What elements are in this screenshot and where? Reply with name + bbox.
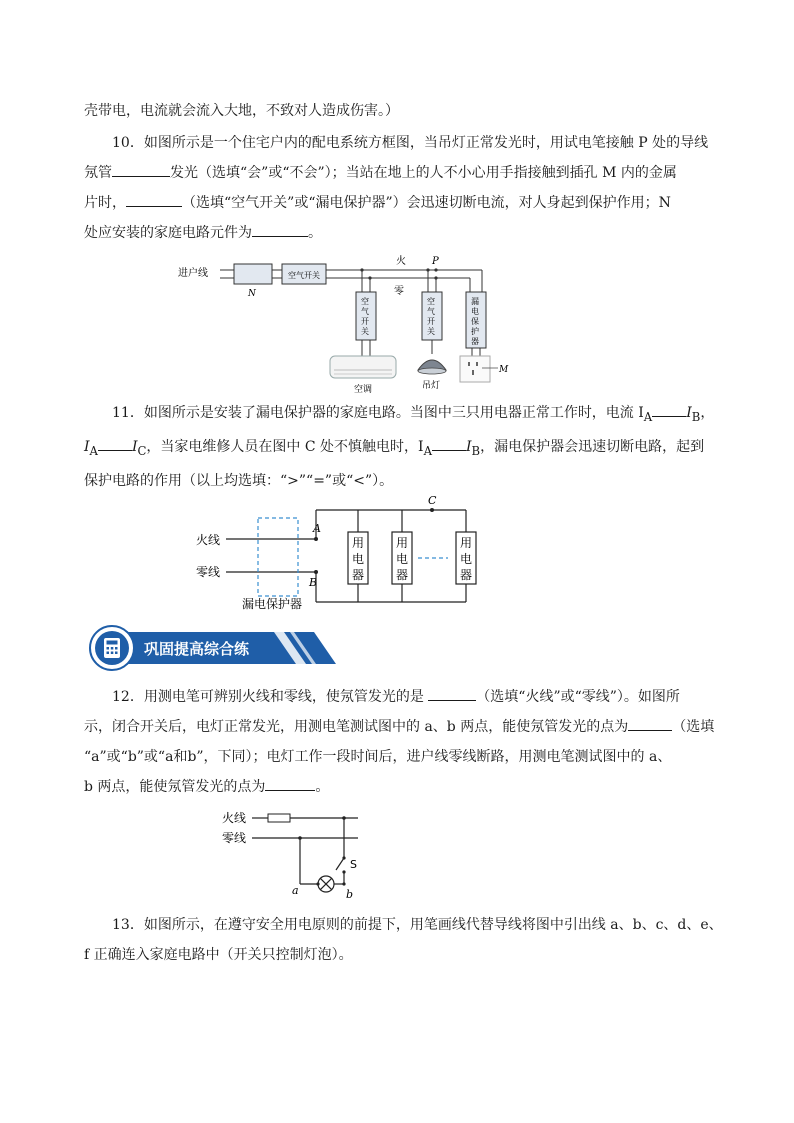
point-c-label: C bbox=[428, 494, 437, 507]
q11-text: I bbox=[465, 438, 472, 455]
calculator-icon bbox=[104, 638, 120, 658]
q11-sub: B bbox=[471, 443, 481, 458]
breaker-char: 气 bbox=[361, 307, 369, 316]
pendant-lamp-label: 吊灯 bbox=[422, 381, 441, 391]
appliance-char: 器 bbox=[460, 568, 473, 582]
question-13 bbox=[84, 910, 723, 970]
neutral-wire-label: 零线 bbox=[222, 831, 247, 845]
q10-line-4 bbox=[84, 218, 710, 248]
breaker-char: 气 bbox=[427, 307, 435, 316]
q12-line-4 bbox=[84, 772, 710, 802]
q11-text: I bbox=[686, 405, 692, 421]
q13-line-2: f 正确连入家庭电路中（开关只控制灯泡）。 bbox=[84, 947, 353, 963]
q12-line-1 bbox=[84, 682, 710, 712]
q10-text: 氖管 bbox=[84, 165, 112, 181]
appliance-char: 用 bbox=[352, 536, 365, 550]
appliance-char: 用 bbox=[396, 536, 409, 550]
q11-sub: A bbox=[643, 409, 653, 424]
q10-text: 发光（选填“会”或“不会”）；当站在地上的人不小心用手指接触到插孔 M 内的金属 bbox=[170, 165, 677, 181]
section-banner bbox=[88, 624, 338, 672]
breaker-char: 开 bbox=[427, 317, 435, 326]
breaker-char: 开 bbox=[361, 317, 369, 326]
answer-blank[interactable] bbox=[628, 714, 672, 731]
q11-text: ，漏电保护器会迅速切断电路，起到 bbox=[480, 438, 705, 455]
rcd-char: 漏 bbox=[471, 297, 479, 306]
answer-blank[interactable] bbox=[432, 434, 466, 451]
rcd-label: 漏电保护器 bbox=[242, 597, 303, 611]
live-wire-label: 火线 bbox=[222, 811, 247, 825]
breaker-char: 关 bbox=[361, 327, 369, 336]
neutral-wire-label: 零线 bbox=[196, 565, 221, 579]
q11-sub: A bbox=[89, 443, 98, 458]
q11-line-2 bbox=[84, 432, 710, 466]
answer-blank[interactable] bbox=[428, 684, 476, 701]
air-conditioner-label: 空调 bbox=[354, 385, 373, 394]
q11-text: I bbox=[131, 438, 138, 455]
main-air-switch-label: 空气开关 bbox=[288, 271, 320, 280]
rcd-char: 电 bbox=[471, 307, 479, 316]
m-label: M bbox=[499, 365, 509, 375]
breaker-char: 关 bbox=[427, 327, 435, 336]
q11-text: I bbox=[84, 438, 90, 455]
q12-text: 12．用测电笔可辨别火线和零线，使氖管发光的是 bbox=[112, 689, 424, 705]
appliance-char: 电 bbox=[396, 552, 409, 566]
question-11 bbox=[84, 398, 715, 496]
q12-line-3: “a”或“b”或“a和b”，下同）；电灯工作一段时间后，进户线零线断路，用测电笔测试图中的 a、 bbox=[84, 749, 672, 765]
q11-sub: C bbox=[137, 443, 147, 458]
lamp-switch-circuit bbox=[222, 808, 372, 902]
q10-text: 处应安装的家庭电路元件为 bbox=[84, 225, 252, 241]
breaker-char: 空 bbox=[361, 297, 369, 306]
q12-text: b 两点，能使氖管发光的点为 bbox=[84, 779, 266, 795]
point-a-label: a bbox=[292, 884, 299, 897]
answer-blank[interactable] bbox=[265, 774, 315, 791]
switch-label: S bbox=[350, 858, 357, 871]
breaker-char: 空 bbox=[427, 297, 435, 306]
live-label: 火 bbox=[396, 256, 406, 267]
q11-line-1 bbox=[84, 398, 715, 432]
q10-line-3 bbox=[84, 188, 710, 218]
intro-paragraph bbox=[84, 96, 710, 126]
socket-icon bbox=[460, 356, 490, 382]
q13-line-1: 13．如图所示，在遵守安全用电原则的前提下，用笔画线代替导线将图中引出线 a、b、c、d、e、 bbox=[112, 917, 723, 933]
appliance-char: 电 bbox=[352, 552, 365, 566]
q11-line-3: 保护电路的作用（以上均选填：“>”“=”或“<”）。 bbox=[84, 472, 394, 489]
fuse bbox=[268, 814, 290, 822]
answer-blank[interactable] bbox=[98, 434, 132, 451]
meter-box-n bbox=[234, 264, 272, 284]
q11-sub: A bbox=[423, 443, 432, 458]
section-title: 巩固提高综合练 bbox=[144, 640, 250, 658]
q12-line-2 bbox=[84, 712, 715, 742]
rcd-char: 保 bbox=[471, 317, 479, 326]
q10-line-1: 10．如图所示是一个住宅户内的配电系统方框图，当吊灯正常发光时，用试电笔接触 P 处的导线 bbox=[112, 135, 709, 151]
appliance-char: 电 bbox=[460, 552, 473, 566]
point-b-label: B bbox=[309, 576, 318, 589]
appliance-char: 器 bbox=[396, 568, 409, 582]
lamp-icon bbox=[318, 876, 334, 892]
q12-text: （选填“火线”或“零线”）。如图所 bbox=[476, 689, 680, 705]
question-12 bbox=[84, 682, 715, 802]
q11-text: ，当家电维修人员在图中 C 处不慎触电时，I bbox=[146, 438, 424, 455]
q12-text: 。 bbox=[315, 779, 330, 795]
answer-blank[interactable] bbox=[252, 220, 308, 237]
q10-text: （选填“空气开关”或“漏电保护器”）会迅速切断电流，对人身起到保护作用；N bbox=[182, 195, 671, 211]
appliance-char: 器 bbox=[352, 568, 365, 582]
question-10 bbox=[84, 128, 710, 248]
point-a-label: A bbox=[313, 522, 321, 535]
air-conditioner-icon bbox=[330, 356, 396, 378]
q11-sub: B bbox=[691, 409, 701, 424]
n-label: N bbox=[248, 289, 256, 299]
q12-text: 示，闭合开关后，电灯正常发光，用测电笔测试图中的 a、b 两点，能使氖管发光的点为 bbox=[84, 719, 629, 735]
point-b-label: b bbox=[346, 888, 354, 901]
rcd-dashed-box bbox=[258, 518, 298, 596]
appliance-char: 用 bbox=[460, 536, 473, 550]
incoming-line-label: 进户线 bbox=[178, 268, 208, 279]
neutral-label: 零 bbox=[394, 286, 404, 297]
answer-blank[interactable] bbox=[652, 400, 686, 417]
q10-text: 。 bbox=[308, 225, 322, 241]
switch-s bbox=[336, 858, 344, 870]
q11-text: 11．如图所示是安装了漏电保护器的家庭电路。当图中三只用电器正常工作时，电流 I bbox=[112, 405, 644, 421]
live-wire-label: 火线 bbox=[196, 533, 221, 547]
answer-blank[interactable] bbox=[112, 160, 170, 177]
rcd-circuit-diagram bbox=[192, 494, 492, 618]
rcd-char: 护 bbox=[471, 327, 479, 336]
q10-line-2 bbox=[84, 158, 710, 188]
q11-text: ， bbox=[700, 405, 715, 421]
q12-text: （选填 bbox=[672, 719, 715, 735]
distribution-diagram bbox=[176, 254, 516, 394]
intro-line: 壳带电，电流就会流入大地，不致对人造成伤害。） bbox=[84, 103, 399, 119]
p-label: P bbox=[432, 256, 439, 267]
q10-text: 片时， bbox=[84, 195, 126, 211]
pendant-lamp-icon bbox=[418, 360, 446, 374]
answer-blank[interactable] bbox=[126, 190, 182, 207]
rcd-char: 器 bbox=[471, 337, 479, 346]
